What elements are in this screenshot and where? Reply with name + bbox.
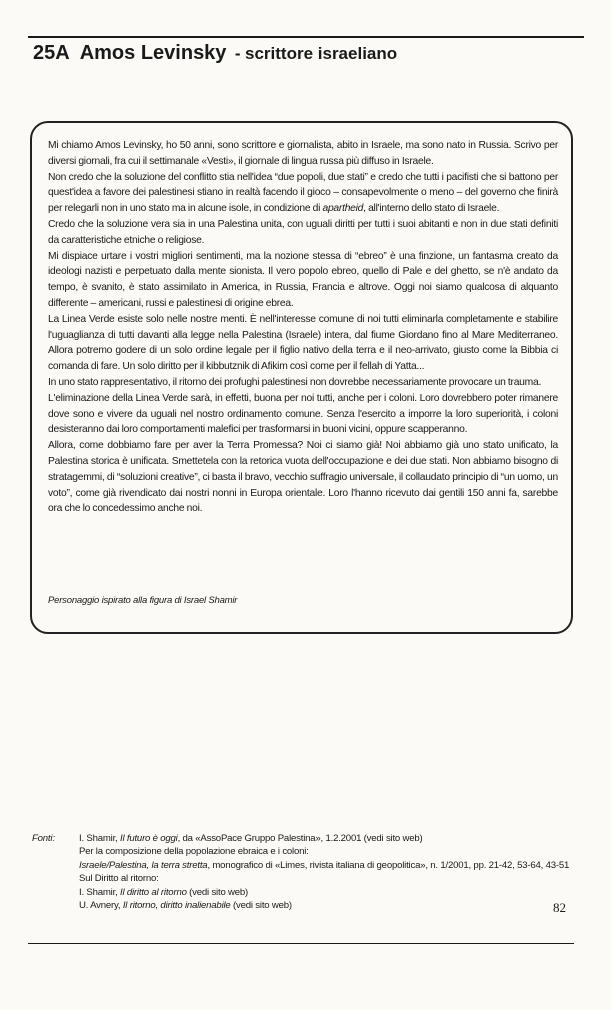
heading-separator: -	[234, 44, 241, 63]
bottom-rule	[28, 943, 574, 944]
paragraph: Non credo che la soluzione del conflitto stia nell'idea “due popoli, due stati” e credo che tutti i pacifisti che si battono per quest'idea a favore dei palestinesi stiano in realtà facendo il gioco – consapevolmente o meno – del governo che finirà per relegarli non in uno stato ma in alcune isole, in condizione di apartheid, all'interno dello stato di Israele.	[48, 171, 558, 215]
paragraph: Mi dispiace urtare i vostri migliori sentimenti, ma la nozione stessa di “ebreo” è una finzione, un fantasma creato da ideologi nazisti e perpetuato dalla mente sionista. Il vero popolo ebreo, quello di Pale e del ghetto, se n'è andato da tempo, è svanito, è stato assimilato in America, in Russia, Francia e altrove. Oggi noi siamo qualcosa di alquanto differente – americani, russi e palestinesi di origine ebrea.	[48, 250, 558, 309]
character-role: scrittore israeliano	[245, 44, 398, 63]
character-name: Amos Levinsky	[79, 42, 227, 64]
paragraph: L'eliminazione della Linea Verde sarà, in effetti, buona per noi tutti, anche per i coloni. Loro dovrebbero poter rimanere dove sono e vivere da uguali nel nostro ordinamento comune. Senza l'esercito a imporre la loro superiorità, i coloni desisteranno dai loro comportamenti malefici per trasformarsi in buoni vicini, oppure scapperanno.	[48, 392, 558, 436]
top-rule	[28, 36, 584, 38]
source-item: I. Shamir, Il futuro è oggi, da «AssoPace Gruppo Palestina», 1.2.2001 (vedi sito web)	[79, 833, 423, 844]
paragraph: Mi chiamo Amos Levinsky, ho 50 anni, sono scrittore e giornalista, abito in Israele, ma sono nato in Russia. Scrivo per diversi giornali, fra cui il settimanale «Vesti», il giornale di lingua russa più diffuso in Israele.	[48, 140, 558, 167]
character-note: Personaggio ispirato alla figura di Israel Shamir	[48, 595, 238, 606]
testimony-text	[48, 138, 558, 517]
page-heading	[33, 42, 397, 65]
sources-label: Fonti:	[32, 833, 55, 844]
page-number: 82	[553, 900, 566, 915]
source-item: U. Avnery, Il ritorno, diritto inalienabile (vedi sito web)	[79, 900, 292, 912]
source-item: Per la composizione della popolazione ebraica e i coloni:	[79, 846, 309, 858]
paragraph: Credo che la soluzione vera sia in una Palestina unita, con uguali diritti per tutti i suoi abitanti e non in due stati definiti da caratteristiche etniche o religiose.	[48, 218, 558, 246]
paragraph: Allora, come dobbiamo fare per aver la Terra Promessa? Noi ci siamo già! Noi abbiamo già uno stato unificato, la Palestina storica è unificata. Smettetela con la retorica vuota dell'occupazione e dei due stati. Non abbiamo bisogno di stratagemmi, di “soluzioni creative”, ci basta il bravo, vecchio suffragio universale, il collaudato principio di “un uomo, un voto”, come già rivendicato dai nostri nonni in Europa orientale. Loro l'hanno ricevuto dai gentili 150 anni fa, sarebbe ora che lo concedessimo anche noi.	[48, 440, 558, 515]
paragraph: La Linea Verde esiste solo nelle nostre menti. È nell'interesse comune di noi tutti eliminarla completamente e stabilire l'uguaglianza di tutti davanti alla legge nella Palestina (Israele) intera, dal fiume Giordano fino al Mare Mediterraneo. Allora potremo godere di un solo ordine legale per il figlio nativo della terra e il neo-arrivato, giusto come la Bibbia ci comanda di fare. Un solo diritto per il kibbutznik di Afikim così come per il fellah di Yatta...	[48, 313, 558, 373]
paragraph: In uno stato rappresentativo, il ritorno dei profughi palestinesi non dovrebbe necessariamente provocare un trauma.	[48, 376, 542, 388]
source-item: Israele/Palestina, la terra stretta, monografico di «Limes, rivista italiana di geopolitica», n. 1/2001, pp. 21-42, 53-64, 43-51	[79, 859, 570, 871]
source-item: I. Shamir, Il diritto al ritorno (vedi sito web)	[79, 886, 249, 898]
sources-list	[79, 832, 579, 912]
section-code: 25A	[33, 42, 70, 64]
source-item: Sul Diritto al ritorno:	[79, 873, 159, 885]
